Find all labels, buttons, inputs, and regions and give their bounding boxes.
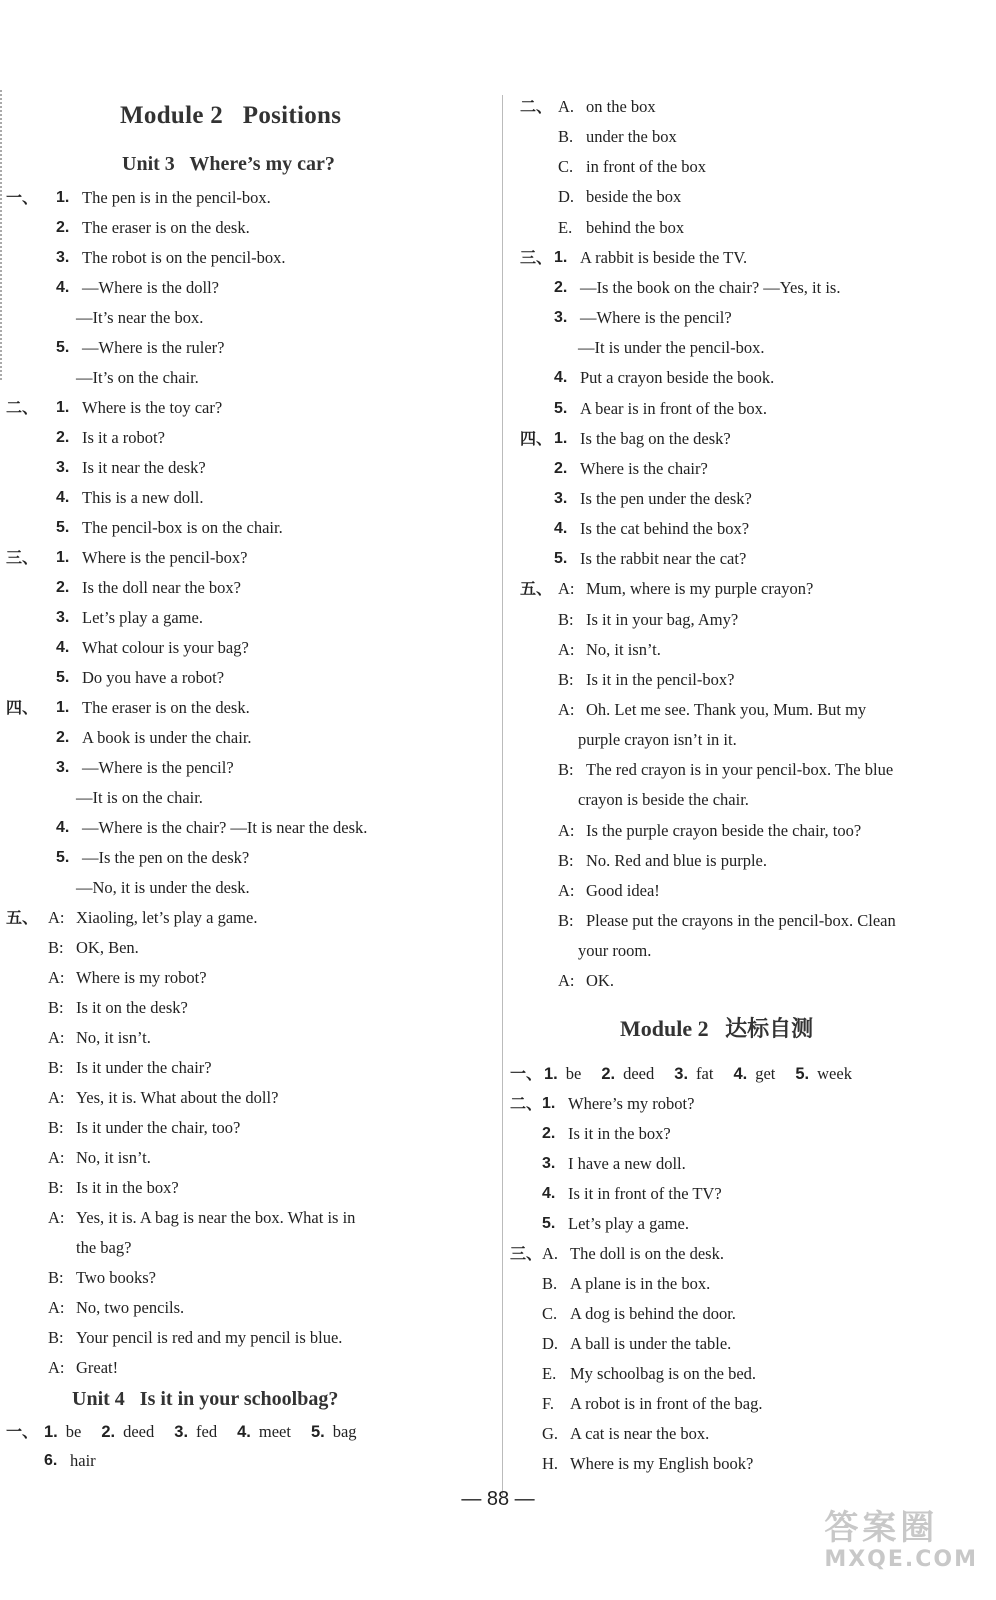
item-label: B: (48, 1118, 64, 1137)
item-text: Xiaoling, let’s play a game. (76, 908, 258, 927)
item-label: B: (558, 850, 574, 870)
item-text: Is it a robot? (82, 428, 165, 447)
item-text: under the box (586, 127, 677, 147)
item-label: A. (542, 1244, 559, 1263)
item-text: —Where is the ruler? (82, 338, 225, 357)
item-text: Where is the toy car? (82, 398, 223, 417)
inline-answer (795, 1063, 852, 1085)
item-label: A: (48, 968, 65, 987)
item-label: A: (48, 1028, 65, 1047)
item-text: —Is the book on the chair? —Yes, it is. (580, 277, 841, 297)
item-label: B: (48, 1178, 64, 1197)
item-text: No. Red and blue is purple. (586, 850, 768, 870)
item-text: Good idea! (586, 880, 660, 900)
item-text: Is it on the desk? (76, 998, 188, 1017)
item-text: Where is my English book? (570, 1454, 754, 1473)
item-label: A: (558, 820, 575, 840)
item-label: A: (48, 1298, 65, 1317)
item-label: A: (558, 579, 575, 599)
section-marker: 二、 (520, 97, 553, 116)
item-number: 4. (542, 1185, 556, 1202)
item-text: behind the box (586, 217, 685, 237)
item-label: B: (48, 938, 64, 957)
item-number: 2. (56, 729, 70, 746)
item-text: OK, Ben. (76, 938, 139, 957)
item-number: 5. (56, 669, 70, 686)
item-text: The pencil-box is on the chair. (82, 518, 283, 537)
item-text: —It is on the chair. (76, 788, 203, 807)
item-label: B: (558, 669, 574, 689)
item-text: Yes, it is. What about the doll? (76, 1088, 279, 1107)
section-marker: 三、 (520, 247, 553, 267)
item-label: C. (542, 1304, 558, 1323)
item-text: purple crayon isn’t in it. (578, 730, 737, 750)
item-label: B: (48, 1268, 64, 1287)
section-marker: 一、 (6, 188, 39, 207)
inline-answer (601, 1063, 654, 1085)
item-number: 1. (554, 248, 568, 266)
item-text: My schoolbag is on the bed. (570, 1364, 757, 1383)
item-number: 4. (56, 639, 70, 656)
page-number: — 88 — (461, 1488, 535, 1510)
item-text: the bag? (76, 1238, 132, 1257)
item-number: 4. (56, 489, 70, 506)
item-label: D. (542, 1334, 559, 1353)
item-text: —No, it is under the desk. (76, 878, 250, 897)
item-label: A: (558, 700, 575, 719)
watermark-url: MXQE.COM (824, 1547, 978, 1572)
section-marker: 三、 (510, 1244, 543, 1263)
item-text: The eraser is on the desk. (82, 698, 250, 717)
item-text: —Is the pen on the desk? (82, 848, 250, 867)
column-divider (502, 95, 503, 1495)
inline-answer (174, 1421, 217, 1443)
item-number: 2. (56, 219, 70, 236)
item-text: deed (123, 1422, 155, 1441)
item-number: 4. (554, 369, 568, 387)
unit4-title: Unit 4 Is it in your schoolbag? (72, 1388, 339, 1410)
item-text: The eraser is on the desk. (82, 218, 250, 237)
item-number: 1. (56, 699, 70, 716)
section-marker: 四、 (6, 698, 39, 717)
item-text: be (565, 1064, 582, 1083)
inline-answer (674, 1063, 713, 1085)
item-number: 2. (601, 1065, 616, 1083)
inline-answer (101, 1421, 154, 1443)
item-number: 3. (56, 249, 70, 266)
item-number: 3. (56, 459, 70, 476)
item-text: A dog is behind the door. (570, 1304, 736, 1323)
item-label: A: (48, 1088, 65, 1107)
item-label: C. (558, 157, 574, 177)
watermark (824, 1500, 978, 1572)
item-text: get (755, 1064, 776, 1083)
item-number: 5. (554, 399, 568, 417)
section-marker: 三、 (6, 548, 39, 567)
item-text: Two books? (76, 1268, 156, 1287)
inline-answer (733, 1063, 775, 1085)
item-text: Is it in front of the TV? (568, 1184, 722, 1203)
item-text: Is it in the pencil-box? (586, 669, 735, 689)
item-number: 3. (554, 309, 568, 327)
item-number: 1. (56, 399, 70, 416)
item-text: Is the purple crayon beside the chair, too? (586, 820, 862, 840)
item-number: 1. (56, 549, 70, 566)
item-text: in front of the box (586, 157, 707, 177)
unit4-items (44, 1421, 377, 1443)
item-text: Is the doll near the box? (82, 578, 241, 597)
item-number: 4. (56, 819, 70, 836)
item-text: No, it isn’t. (586, 639, 661, 659)
item-text: fat (696, 1064, 714, 1083)
item-number: 1. (56, 189, 70, 206)
item-text: Is the rabbit near the cat? (580, 549, 747, 569)
item-number: 3. (174, 1423, 189, 1441)
item-label: A: (48, 1208, 65, 1227)
item-number: 3. (56, 609, 70, 626)
item-text: Let’s play a game. (568, 1214, 689, 1233)
item-label: A: (48, 1358, 65, 1377)
item-label: B: (558, 760, 574, 780)
item-text: A cat is near the box. (570, 1424, 710, 1443)
item-label: E. (542, 1364, 557, 1383)
item-label: B. (558, 127, 574, 147)
item-text: meet (258, 1422, 291, 1441)
item-text: fed (196, 1422, 218, 1441)
item-text: Is the pen under the desk? (580, 488, 752, 508)
item-number: 6. (44, 1452, 58, 1469)
watermark-logo: 答案圈 (824, 1508, 939, 1548)
item-text: —It’s near the box. (76, 308, 204, 327)
item-text: —Where is the doll? (82, 278, 219, 297)
page-edge-decoration (0, 90, 12, 380)
item-text: OK. (586, 971, 614, 991)
module-title: Module 2 Positions (120, 102, 342, 129)
item-number: 4. (237, 1423, 251, 1441)
item-number: 1. (542, 1095, 556, 1112)
item-number: 2. (56, 579, 70, 596)
item-text: deed (623, 1064, 655, 1083)
item-text: The robot is on the pencil-box. (82, 248, 286, 267)
item-label: A: (558, 880, 575, 900)
item-text: A ball is under the table. (570, 1334, 732, 1353)
item-text: Is it in the box? (568, 1124, 671, 1143)
item-number: 3. (554, 489, 568, 507)
item-number: 3. (56, 759, 70, 776)
item-number: 2. (554, 459, 568, 477)
item-text: Where is my robot? (76, 968, 207, 987)
item-label: F. (542, 1394, 554, 1413)
item-text: This is a new doll. (82, 488, 204, 507)
item-text: week (817, 1064, 852, 1083)
item-text: Please put the crayons in the pencil-box. Clean (586, 911, 896, 931)
item-number: 2. (554, 278, 568, 296)
item-text: Is it under the chair? (76, 1058, 212, 1077)
item-text: No, it isn’t. (76, 1148, 151, 1167)
item-number: 5. (542, 1215, 556, 1232)
item-number: 5. (56, 519, 70, 536)
item-label: G. (542, 1424, 559, 1443)
item-text: A rabbit is beside the TV. (580, 247, 748, 267)
inline-answer (544, 1063, 581, 1085)
item-text: —It is under the pencil-box. (578, 338, 765, 358)
item-number: 2. (542, 1125, 556, 1142)
item-text: The red crayon is in your pencil-box. The blue (586, 760, 894, 780)
section-marker: 二、 (510, 1094, 543, 1113)
item-text: A robot is in front of the bag. (570, 1394, 763, 1413)
item-label: B: (48, 998, 64, 1017)
item-text: A book is under the chair. (82, 728, 252, 747)
section-marker: 四、 (520, 428, 553, 448)
test-items (544, 1063, 872, 1085)
inline-answer (311, 1421, 357, 1443)
item-label: H. (542, 1454, 559, 1473)
item-label: A. (558, 97, 575, 116)
section-marker: 一、 (6, 1422, 39, 1441)
item-text: —Where is the pencil? (82, 758, 234, 777)
item-text: Is it under the chair, too? (76, 1118, 241, 1137)
item-text: —Where is the pencil? (580, 308, 732, 328)
item-text: Mum, where is my purple crayon? (586, 579, 814, 599)
item-label: B: (48, 1328, 64, 1347)
item-text: hair (70, 1451, 96, 1470)
item-text: on the box (586, 97, 656, 116)
item-number: 1. (44, 1423, 58, 1441)
item-number: 1. (544, 1065, 558, 1083)
inline-answer (237, 1421, 291, 1443)
item-text: be (65, 1422, 82, 1441)
item-text: your room. (578, 941, 652, 961)
item-text: No, it isn’t. (76, 1028, 151, 1047)
item-text: Let’s play a game. (82, 608, 203, 627)
item-number: 2. (101, 1423, 116, 1441)
item-label: B. (542, 1274, 558, 1293)
item-text: I have a new doll. (568, 1154, 686, 1173)
item-text: Yes, it is. A bag is near the box. What is in (76, 1208, 356, 1227)
item-number: 3. (674, 1065, 689, 1083)
item-text: The doll is on the desk. (570, 1244, 724, 1263)
item-number: 4. (56, 279, 70, 296)
item-text: Is it in your bag, Amy? (586, 609, 739, 629)
section-marker: 五、 (520, 579, 553, 599)
unit3-title: Unit 3 Where’s my car? (122, 153, 335, 175)
section-marker: 五、 (6, 908, 39, 927)
item-label: B: (558, 609, 574, 629)
item-text: What colour is your bag? (82, 638, 249, 657)
section-marker: 二、 (6, 398, 39, 417)
item-text: Where is the chair? (580, 458, 708, 478)
item-label: B: (558, 911, 574, 931)
item-number: 1. (554, 429, 568, 447)
item-label: A: (558, 971, 575, 991)
section-marker: 一、 (510, 1064, 543, 1083)
item-text: Oh. Let me see. Thank you, Mum. But my (586, 700, 867, 719)
item-text: Great! (76, 1358, 119, 1377)
item-label: A: (558, 639, 575, 659)
item-text: Your pencil is red and my pencil is blue. (76, 1328, 343, 1347)
item-number: 4. (733, 1065, 748, 1083)
item-text: Put a crayon beside the book. (580, 368, 775, 388)
item-text: —It’s on the chair. (76, 368, 199, 387)
item-number: 5. (554, 550, 568, 568)
test-title: Module 2 达标自测 (620, 1016, 814, 1041)
inline-answer (44, 1421, 81, 1443)
item-number: 5. (310, 1423, 325, 1441)
item-number: 5. (56, 339, 70, 356)
item-text: Is the cat behind the box? (580, 519, 750, 539)
item-text: Where is the pencil-box? (82, 548, 248, 567)
item-text: —Where is the chair? —It is near the desk. (82, 818, 368, 837)
item-text: Is it near the desk? (82, 458, 206, 477)
item-label: A: (48, 1148, 65, 1167)
item-text: The pen is in the pencil-box. (82, 188, 271, 207)
item-label: D. (558, 187, 575, 207)
item-text: A plane is in the box. (570, 1274, 711, 1293)
item-text: beside the box (586, 187, 682, 207)
item-label: A: (48, 908, 65, 927)
item-text: A bear is in front of the box. (580, 398, 767, 418)
item-text: Is it in the box? (76, 1178, 179, 1197)
item-number: 3. (542, 1155, 556, 1172)
item-text: Do you have a robot? (82, 668, 225, 687)
item-text: No, two pencils. (76, 1298, 185, 1317)
item-number: 2. (56, 429, 70, 446)
item-number: 5. (56, 849, 70, 866)
item-number: 5. (795, 1065, 810, 1083)
item-text: bag (332, 1422, 357, 1441)
item-label: E. (558, 217, 573, 237)
item-text: Where’s my robot? (568, 1094, 695, 1113)
item-number: 4. (554, 520, 568, 538)
item-text: Is the bag on the desk? (580, 428, 731, 448)
item-label: B: (48, 1058, 64, 1077)
item-text: crayon is beside the chair. (578, 790, 749, 810)
